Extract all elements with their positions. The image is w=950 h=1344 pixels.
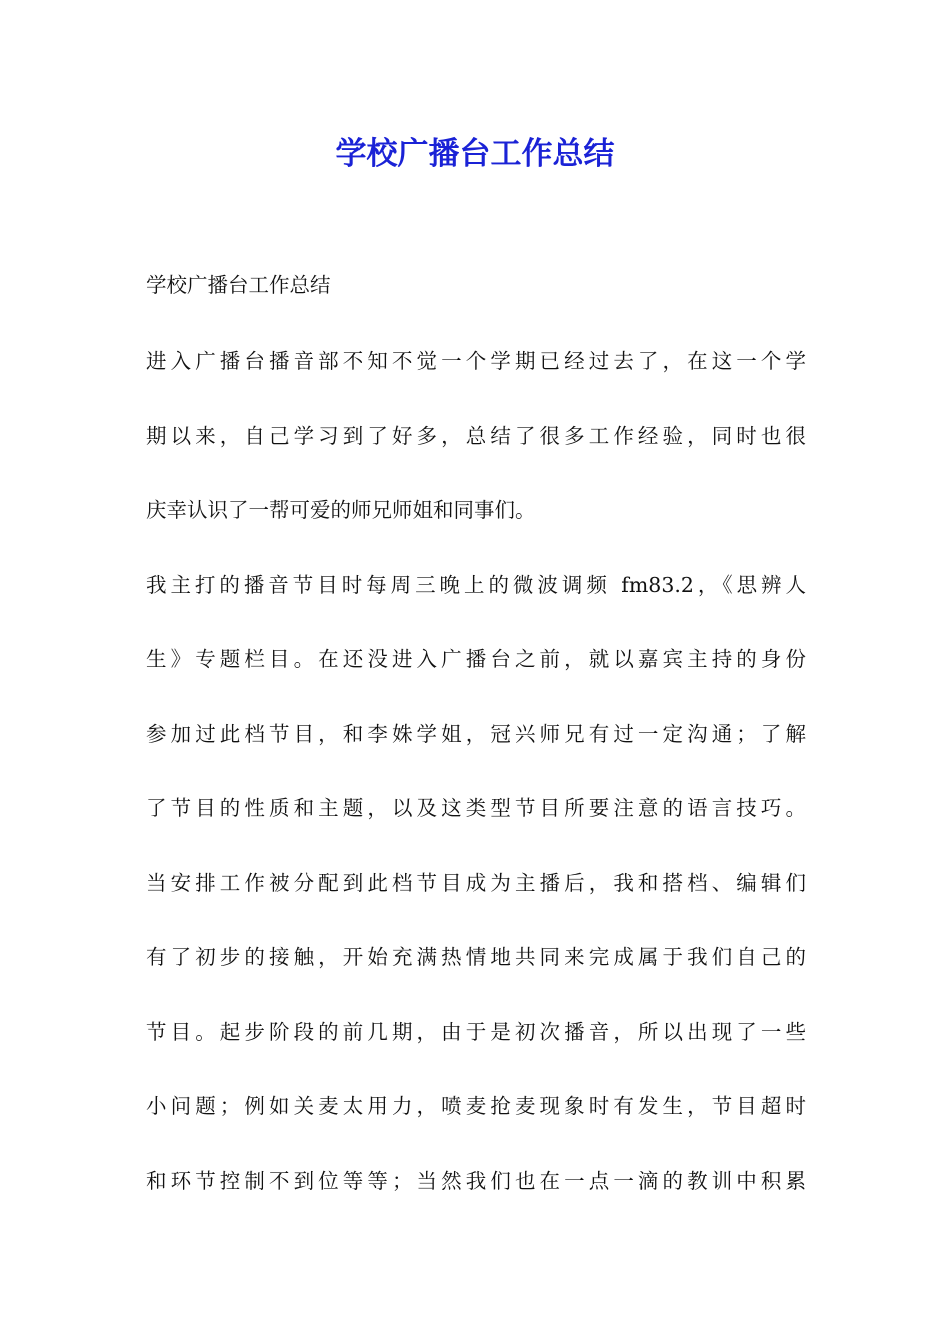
document-title: 学校广播台工作总结: [335, 136, 615, 172]
paragraph-line: 有了初步的接触，开始充满热情地共同来完成属于我们自己的: [146, 945, 806, 969]
paragraph-line: 和环节控制不到位等等；当然我们也在一点一滴的教训中积累: [146, 1168, 806, 1193]
paragraph-line: 庆幸认识了一帮可爱的师兄师姐和同事们。: [146, 498, 536, 522]
paragraph-line: 期以来，自己学习到了好多，总结了很多工作经验，同时也很: [146, 423, 806, 448]
document-body: [146, 260, 806, 1230]
paragraph-line: 了节目的性质和主题，以及这类型节目所要注意的语言技巧。: [146, 796, 806, 820]
paragraph-line: 节目。起步阶段的前几期，由于是初次播音，所以出现了一些: [146, 1019, 806, 1044]
paragraph-line: 进入广播台播音部不知不觉一个学期已经过去了，在这一个学: [146, 349, 806, 373]
paragraph-line: 生》专题栏目。在还没进入广播台之前，就以嘉宾主持的身份: [146, 647, 806, 671]
document-subtitle: 学校广播台工作总结: [146, 273, 331, 297]
paragraph-line: 小问题；例如关麦太用力，喷麦抢麦现象时有发生，节目超时: [146, 1094, 806, 1118]
paragraph-line: 参加过此档节目，和李姝学姐，冠兴师兄有过一定沟通；了解: [146, 721, 806, 746]
paragraph-line: 当安排工作被分配到此档节目成为主播后，我和搭档、编辑们: [146, 870, 806, 895]
paragraph-line: 我主打的播音节目时每周三晚上的微波调频 fm83.2，《思辨人: [146, 572, 806, 597]
